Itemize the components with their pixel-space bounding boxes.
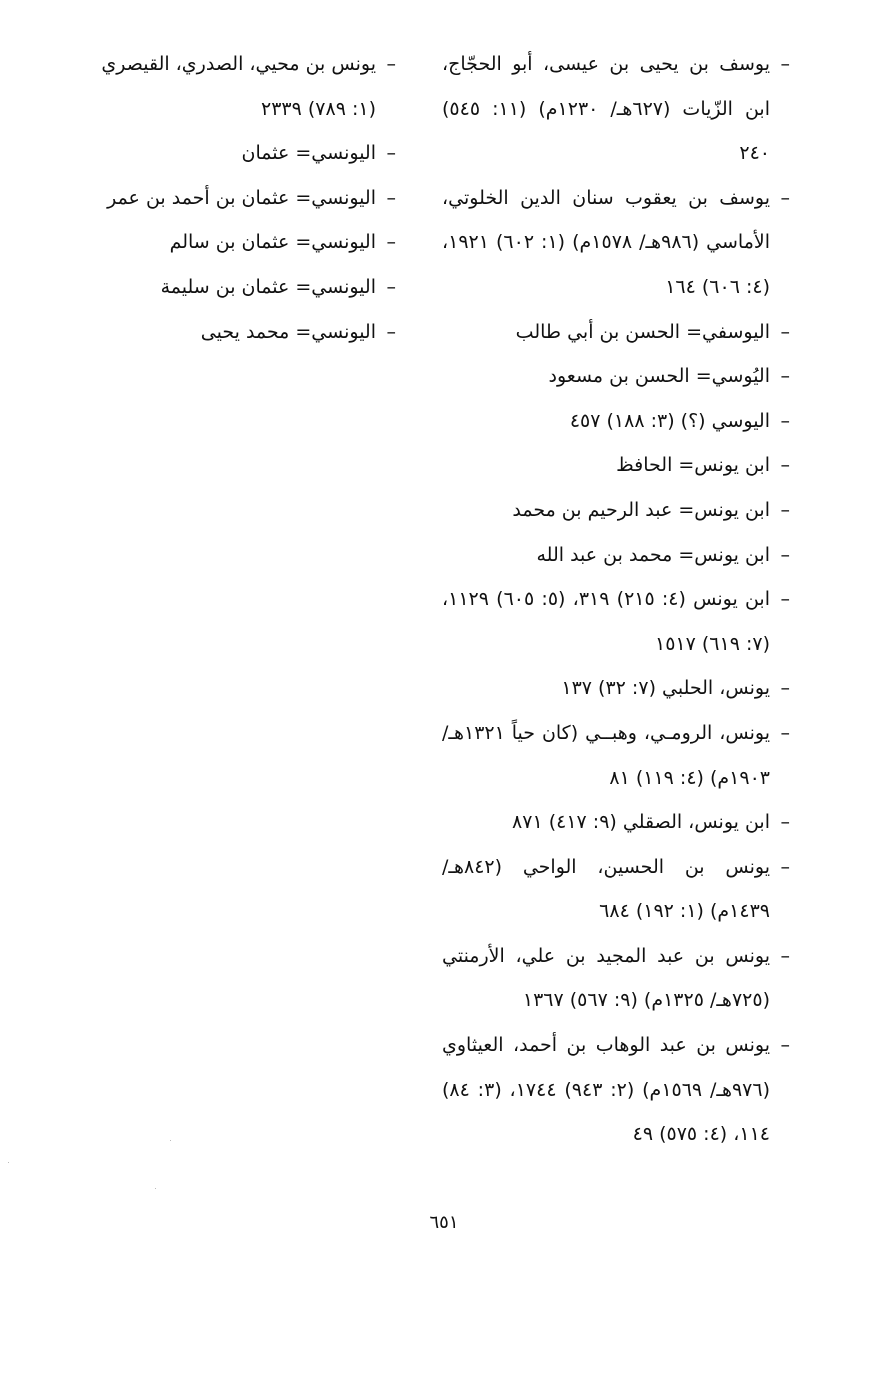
page-number: ٦٥١ (429, 1212, 459, 1233)
index-entry: – اليوسفي= الحسن بن أبي طالب (442, 310, 790, 355)
index-entry: – ابن يونس، الصقلي (٩: ٤١٧) ٨٧١ (442, 800, 790, 845)
scan-speck (8, 1162, 9, 1163)
scan-speck (170, 1140, 171, 1141)
index-entry: – يونس، الرومـي، وهبــي (كان حياً ١٣٢١هـ/ ١٩٠٣م) (٤: ١١٩) ٨١ (442, 711, 790, 800)
index-entry: – يونس، الحلبي (٧: ٣٢) ١٣٧ (442, 666, 790, 711)
index-entry: – اليونسي= عثمان بن سالم (76, 220, 396, 265)
index-entry: – ابن يونس= الحافظ (442, 443, 790, 488)
index-entry: – اليونسي= عثمان بن أحمد بن عمر (76, 176, 396, 221)
index-entry: – ابن يونس (٤: ٢١٥) ٣١٩، (٥: ٦٠٥) ١١٢٩، (٧: ٦١٩) ١٥١٧ (442, 577, 790, 666)
index-entry: – ابن يونس= عبد الرحيم بن محمد (442, 488, 790, 533)
index-entry: – يونس بن عبد المجيد بن علي، الأرمنتي (٧٢٥هـ/ ١٣٢٥م) (٩: ٥٦٧) ١٣٦٧ (442, 934, 790, 1023)
index-entry: – يونس بن عبد الوهاب بن أحمد، العيثاوي (٩٧٦هـ/ ١٥٦٩م) (٢: ٩٤٣) ١٧٤٤، (٣: ٨٤) ١١٤، (٤: ٥٧٥) ٤٩ (442, 1023, 790, 1157)
index-entry: – يوسف بن يحيى بن عيسى، أبو الحجّاج، ابن الزّيات (٦٢٧هـ/ ١٢٣٠م) (١١: ٥٤٥) ٢٤٠ (442, 42, 790, 176)
index-column-right (442, 42, 790, 1157)
index-entry: – اليوسي (؟) (٣: ١٨٨) ٤٥٧ (442, 399, 790, 444)
index-entry: – اليُوسي= الحسن بن مسعود (442, 354, 790, 399)
index-entry: – اليونسي= محمد يحيى (76, 310, 396, 355)
index-entry: – اليونسي= عثمان بن سليمة (76, 265, 396, 310)
scan-speck (155, 1188, 156, 1189)
index-entry: – يونس بن محيي، الصدري، القيصري (١: ٧٨٩) ٢٣٣٩ (76, 42, 396, 131)
index-entry: – ابن يونس= محمد بن عبد الله (442, 533, 790, 578)
index-entry: – اليونسي= عثمان (76, 131, 396, 176)
index-column-left (76, 42, 396, 354)
index-entry: – يونس بن الحسين، الواحي (٨٤٢هـ/ ١٤٣٩م) (١: ١٩٢) ٦٨٤ (442, 845, 790, 934)
index-entry: – يوسف بن يعقوب سنان الدين الخلوتي، الأماسي (٩٨٦هـ/ ١٥٧٨م) (١: ٦٠٢) ١٩٢١، (٤: ٦٠٦) ١٦٤ (442, 176, 790, 310)
